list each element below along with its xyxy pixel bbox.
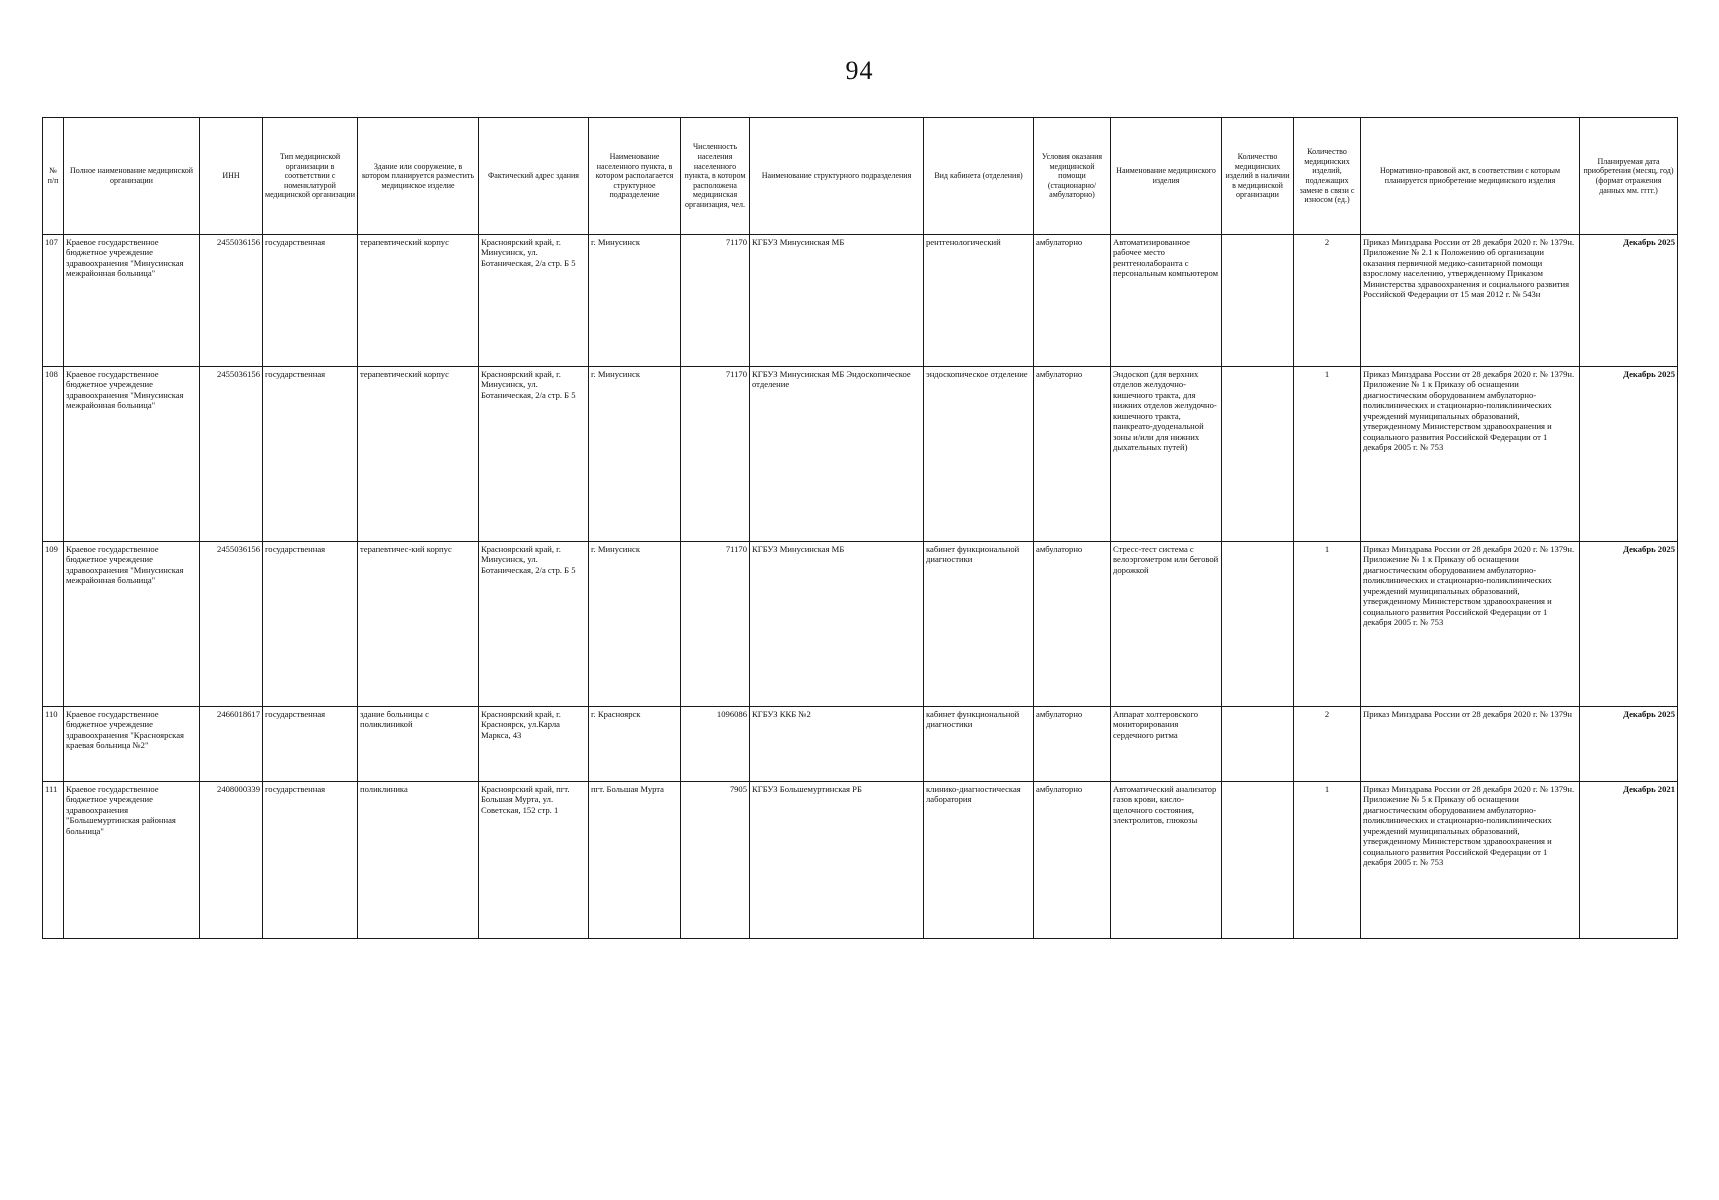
equipment-registry-table bbox=[42, 117, 1678, 939]
cell-population: 71170 bbox=[681, 367, 750, 542]
cell-available bbox=[1222, 367, 1294, 542]
cell-conditions: амбулаторно bbox=[1034, 782, 1111, 939]
cell-locality: г. Минусинск bbox=[589, 542, 681, 707]
col-header-org-type: Тип медицинской организации в соответствии с номенклатурой медицинской организации bbox=[263, 118, 358, 235]
table-row bbox=[43, 707, 1678, 782]
cell-legal-act: Приказ Минздрава России от 28 декабря 2020 г. № 1379н. Приложение № 1 к Приказу об оснащении диагностическим оборудованием амбулаторно-поликлинических и стационарно-поликлинических учреждений муниципальных образований, утвержденному Министерством здравоохранения и социального развития Российской Федерации от 1 декабря 2005 г. № 753 bbox=[1361, 367, 1580, 542]
cell-number: 108 bbox=[43, 367, 64, 542]
col-header-replace: Количество медицинских изделий, подлежащих замене в связи с износом (ед.) bbox=[1294, 118, 1361, 235]
cell-building: терапевтический корпус bbox=[358, 235, 479, 367]
cell-number: 109 bbox=[43, 542, 64, 707]
cell-inn: 2455036156 bbox=[200, 542, 263, 707]
table-row bbox=[43, 542, 1678, 707]
cell-cabinet: эндоскопическое отделение bbox=[924, 367, 1034, 542]
cell-inn: 2455036156 bbox=[200, 367, 263, 542]
cell-population: 71170 bbox=[681, 542, 750, 707]
cell-cabinet: кабинет функциональной диагностики bbox=[924, 542, 1034, 707]
cell-address: Красноярский край, г. Минусинск, ул. Ботаническая, 2/а стр. Б 5 bbox=[479, 542, 589, 707]
cell-org-type: государственная bbox=[263, 367, 358, 542]
cell-locality: пгт. Большая Мурта bbox=[589, 782, 681, 939]
cell-org-type: государственная bbox=[263, 542, 358, 707]
cell-date: Декабрь 2025 bbox=[1580, 707, 1678, 782]
col-header-population: Численность населения населенного пункта, в котором расположена медицинская организация, чел. bbox=[681, 118, 750, 235]
cell-conditions: амбулаторно bbox=[1034, 235, 1111, 367]
cell-org-type: государственная bbox=[263, 235, 358, 367]
page-number: 94 bbox=[845, 56, 874, 85]
col-header-org-name: Полное наименование медицинской организации bbox=[64, 118, 200, 235]
cell-locality: г. Минусинск bbox=[589, 235, 681, 367]
cell-device: Стресс-тест система с велоэргометром или беговой дорожкой bbox=[1111, 542, 1222, 707]
cell-inn: 2455036156 bbox=[200, 235, 263, 367]
cell-address: Красноярский край, г. Красноярск, ул.Карла Маркса, 43 bbox=[479, 707, 589, 782]
cell-unit: КГБУЗ Минусинская МБ bbox=[750, 235, 924, 367]
cell-inn: 2408000339 bbox=[200, 782, 263, 939]
cell-available bbox=[1222, 235, 1294, 367]
cell-unit: КГБУЗ Минусинская МБ bbox=[750, 542, 924, 707]
cell-inn: 2466018617 bbox=[200, 707, 263, 782]
cell-date: Декабрь 2021 bbox=[1580, 782, 1678, 939]
cell-cabinet: кабинет функциональной диагностики bbox=[924, 707, 1034, 782]
table-row bbox=[43, 235, 1678, 367]
table-row bbox=[43, 782, 1678, 939]
col-header-number: № п/п bbox=[43, 118, 64, 235]
cell-conditions: амбулаторно bbox=[1034, 542, 1111, 707]
cell-device: Эндоскоп (для верхних отделов желудочно-кишечного тракта, для нижних отделов желудочно-кишечного тракта, панкреато-дуоденальной зоны и/или для нижних дыхательных путей) bbox=[1111, 367, 1222, 542]
col-header-locality: Наименование населенного пункта, в котором располагается структурное подразделение bbox=[589, 118, 681, 235]
col-header-inn: ИНН bbox=[200, 118, 263, 235]
col-header-address: Фактический адрес здания bbox=[479, 118, 589, 235]
cell-population: 71170 bbox=[681, 235, 750, 367]
cell-replace: 2 bbox=[1294, 707, 1361, 782]
cell-org-name: Краевое государственное бюджетное учреждение здравоохранения "Минусинская межрайонная больница" bbox=[64, 235, 200, 367]
table-row bbox=[43, 367, 1678, 542]
cell-device: Аппарат холтеровского мониторирования сердечного ритма bbox=[1111, 707, 1222, 782]
col-header-cabinet: Вид кабинета (отделения) bbox=[924, 118, 1034, 235]
cell-building: терапевтичес-кий корпус bbox=[358, 542, 479, 707]
cell-unit: КГБУЗ ККБ №2 bbox=[750, 707, 924, 782]
cell-population: 7905 bbox=[681, 782, 750, 939]
cell-available bbox=[1222, 782, 1294, 939]
cell-available bbox=[1222, 707, 1294, 782]
cell-address: Красноярский край, г. Минусинск, ул. Ботаническая, 2/а стр. Б 5 bbox=[479, 235, 589, 367]
cell-legal-act: Приказ Минздрава России от 28 декабря 2020 г. № 1379н. Приложение № 1 к Приказу об оснащении диагностическим оборудованием амбулаторно-поликлинических и стационарно-поликлинических учреждений муниципальных образований, утвержденному Министерством здравоохранения и социального развития Российской Федерации от 1 декабря 2005 г. № 753 bbox=[1361, 542, 1580, 707]
col-header-legal-act: Нормативно-правовой акт, в соответствии с которым планируется приобретение медицинского изделия bbox=[1361, 118, 1580, 235]
cell-address: Красноярский край, г. Минусинск, ул. Ботаническая, 2/а стр. Б 5 bbox=[479, 367, 589, 542]
cell-legal-act: Приказ Минздрава России от 28 декабря 2020 г. № 1379н bbox=[1361, 707, 1580, 782]
cell-number: 111 bbox=[43, 782, 64, 939]
cell-address: Красноярский край, пгт. Большая Мурта, ул. Советская, 152 стр. 1 bbox=[479, 782, 589, 939]
cell-date: Декабрь 2025 bbox=[1580, 542, 1678, 707]
cell-population: 1096086 bbox=[681, 707, 750, 782]
cell-number: 110 bbox=[43, 707, 64, 782]
cell-org-type: государственная bbox=[263, 707, 358, 782]
cell-locality: г. Красноярск bbox=[589, 707, 681, 782]
cell-date: Декабрь 2025 bbox=[1580, 367, 1678, 542]
cell-org-name: Краевое государственное бюджетное учреждение здравоохранения "Минусинская межрайонная больница" bbox=[64, 367, 200, 542]
col-header-date: Планируемая дата приобретения (месяц, год) (формат отражения данных мм. гггг.) bbox=[1580, 118, 1678, 235]
cell-available bbox=[1222, 542, 1294, 707]
cell-unit: КГБУЗ Большемуртинская РБ bbox=[750, 782, 924, 939]
cell-building: здание больницы с поликлиникой bbox=[358, 707, 479, 782]
table-header-row bbox=[43, 118, 1678, 235]
col-header-building: Здание или сооружение, в котором планируется разместить медицинское изделие bbox=[358, 118, 479, 235]
cell-device: Автоматический анализатор газов крови, кисло-щелочного состояния, электролитов, глюкозы bbox=[1111, 782, 1222, 939]
cell-legal-act: Приказ Минздрава России от 28 декабря 2020 г. № 1379н. Приложение № 2.1 к Положению об организации оказания первичной медико-санитарной помощи взрослому населению, утвержденному Приказом Министерства здравоохранения и социального развития Российской Федерации от 15 мая 2012 г. № 543н bbox=[1361, 235, 1580, 367]
cell-date: Декабрь 2025 bbox=[1580, 235, 1678, 367]
col-header-available: Количество медицинских изделий в наличии в медицинской организации bbox=[1222, 118, 1294, 235]
cell-replace: 2 bbox=[1294, 235, 1361, 367]
cell-org-type: государственная bbox=[263, 782, 358, 939]
cell-replace: 1 bbox=[1294, 367, 1361, 542]
cell-locality: г. Минусинск bbox=[589, 367, 681, 542]
cell-legal-act: Приказ Минздрава России от 28 декабря 2020 г. № 1379н. Приложение № 5 к Приказу об оснащении диагностическим оборудованием амбулаторно-поликлинических и стационарно-поликлинических учреждений муниципальных образований, утвержденному Министерством здравоохранения и социального развития Российской Федерации от 1 декабря 2005 г. № 753 bbox=[1361, 782, 1580, 939]
col-header-device: Наименование медицинского изделия bbox=[1111, 118, 1222, 235]
cell-conditions: амбулаторно bbox=[1034, 367, 1111, 542]
cell-building: поликлиника bbox=[358, 782, 479, 939]
cell-cabinet: рентгенологический bbox=[924, 235, 1034, 367]
cell-building: терапевтический корпус bbox=[358, 367, 479, 542]
cell-org-name: Краевое государственное бюджетное учреждение здравоохранения "Большемуртинская районная больница" bbox=[64, 782, 200, 939]
col-header-conditions: Условия оказания медицинской помощи (стационарно/ амбулаторно) bbox=[1034, 118, 1111, 235]
col-header-unit: Наименование структурного подразделения bbox=[750, 118, 924, 235]
cell-cabinet: клинико-диагностическая лаборатория bbox=[924, 782, 1034, 939]
cell-replace: 1 bbox=[1294, 782, 1361, 939]
cell-conditions: амбулаторно bbox=[1034, 707, 1111, 782]
cell-replace: 1 bbox=[1294, 542, 1361, 707]
cell-unit: КГБУЗ Минусинская МБ Эндоскопическое отделение bbox=[750, 367, 924, 542]
cell-device: Автоматизированное рабочее место рентгенолаборанта с персональным компьютером bbox=[1111, 235, 1222, 367]
cell-number: 107 bbox=[43, 235, 64, 367]
cell-org-name: Краевое государственное бюджетное учреждение здравоохранения "Красноярская краевая больница №2" bbox=[64, 707, 200, 782]
cell-org-name: Краевое государственное бюджетное учреждение здравоохранения "Минусинская межрайонная больница" bbox=[64, 542, 200, 707]
